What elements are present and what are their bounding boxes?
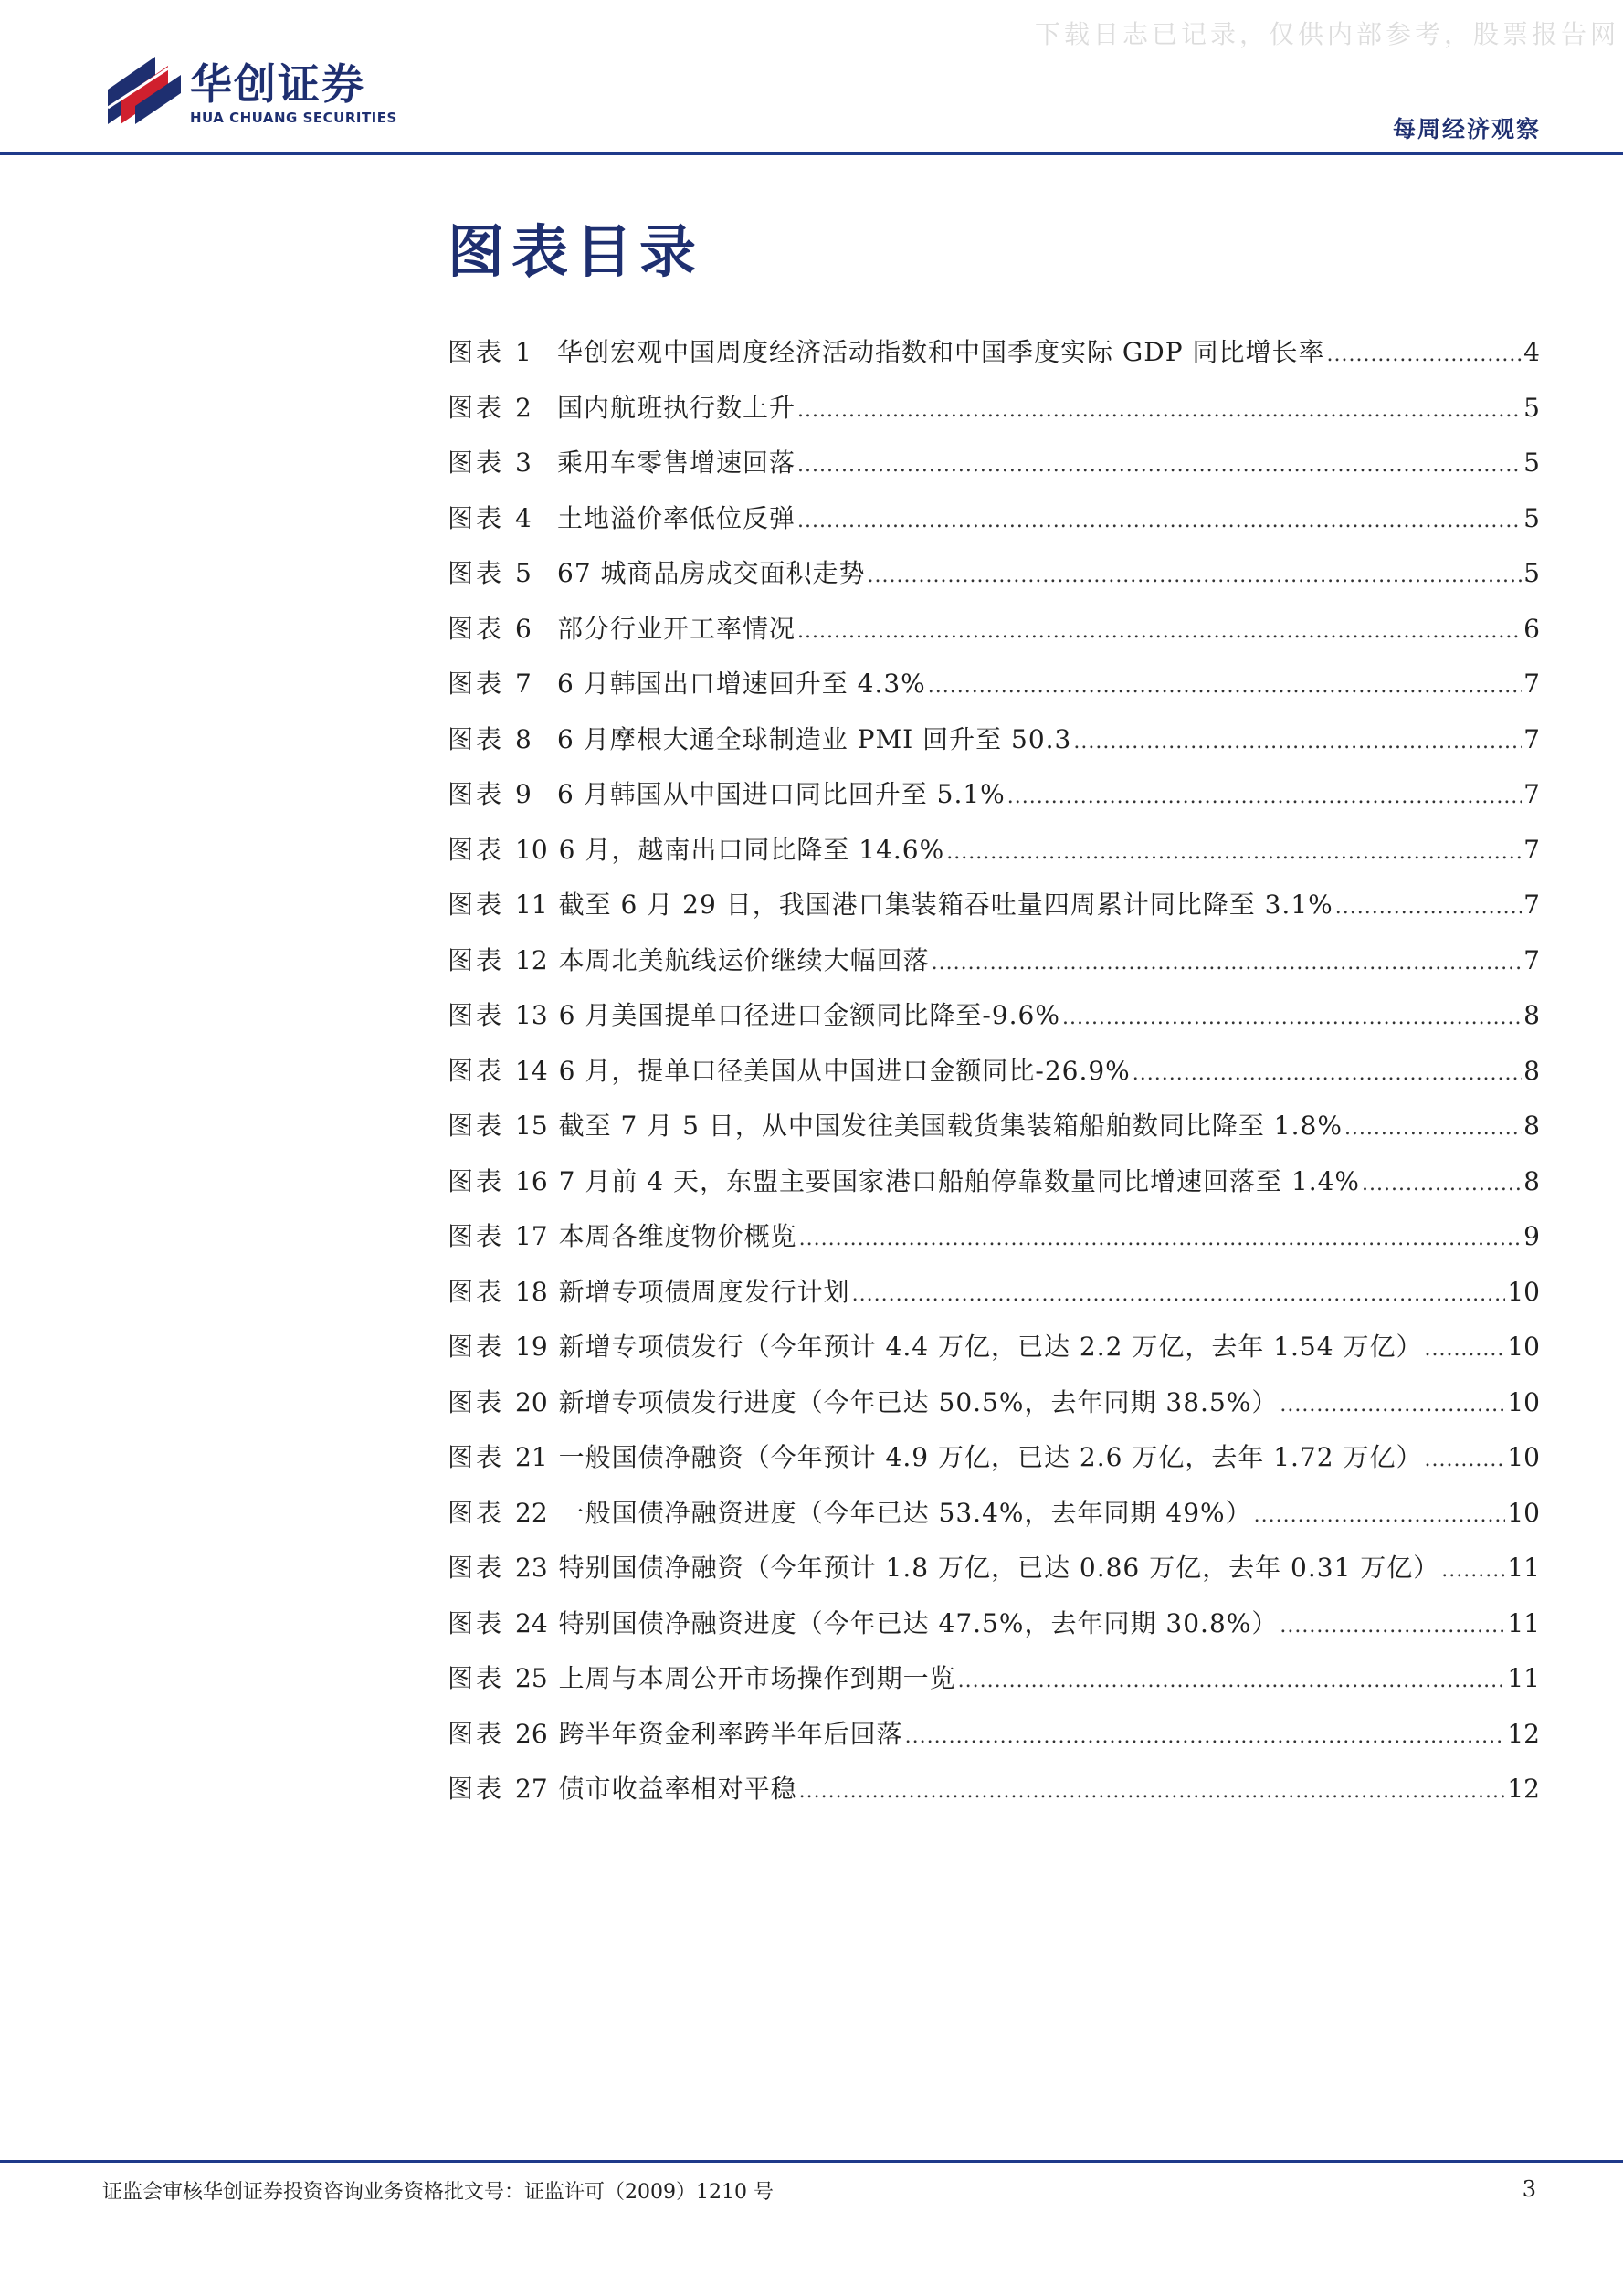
toc-entry-label: 图表 <box>448 1276 505 1307</box>
toc-entry-title: 6 月美国提单口径进口金额同比降至-9.6% <box>558 1000 1060 1030</box>
toc-entry-page: 11 <box>1507 1607 1540 1638</box>
toc-entry[interactable] <box>448 887 1540 943</box>
toc-entry-number: 24 <box>515 1607 548 1638</box>
toc-entry-number: 13 <box>515 1000 548 1030</box>
toc-entry[interactable] <box>448 1164 1540 1219</box>
toc-leader-dots <box>1424 1332 1505 1368</box>
logo-chinese-name: 华创证券 <box>190 59 365 109</box>
toc-entry-number: 4 <box>515 502 532 533</box>
toc-entry-page: 7 <box>1523 669 1540 699</box>
toc-entry-number: 17 <box>515 1221 548 1251</box>
toc-entry[interactable] <box>448 1660 1540 1716</box>
toc-entry-label: 图表 <box>448 669 505 699</box>
toc-entry-label: 图表 <box>448 779 505 809</box>
toc-entry-page: 12 <box>1507 1774 1540 1804</box>
toc-leader-dots <box>852 1277 1506 1313</box>
toc-entry-number: 18 <box>515 1276 548 1307</box>
toc-entry-title: 部分行业开工率情况 <box>557 613 796 644</box>
toc-entry-label: 图表 <box>448 944 505 975</box>
toc-entry-page: 7 <box>1523 779 1540 809</box>
toc-entry-title: 特别国债净融资进度（今年已达 47.5%，去年同期 30.8%） <box>558 1607 1279 1638</box>
toc-entry-number: 8 <box>515 723 532 754</box>
toc-leader-dots <box>799 1221 1523 1258</box>
toc-entry-page: 8 <box>1523 1055 1540 1086</box>
toc-entry[interactable] <box>448 1439 1540 1495</box>
toc-entry[interactable] <box>448 611 1540 667</box>
toc-entry-number: 25 <box>515 1663 548 1693</box>
toc-leader-dots <box>797 393 1522 429</box>
toc-entry-page: 8 <box>1523 1165 1540 1196</box>
toc-entry-title: 67 城商品房成交面积走势 <box>557 558 866 588</box>
toc-entry-number: 16 <box>515 1165 548 1196</box>
toc-entry[interactable] <box>448 666 1540 721</box>
toc-entry-label: 图表 <box>448 1055 505 1086</box>
toc-entry-number: 7 <box>515 669 532 699</box>
toc-entry-page: 12 <box>1507 1718 1540 1749</box>
toc-entry-label: 图表 <box>448 1774 505 1804</box>
toc-entry-label: 图表 <box>448 502 505 533</box>
toc-entry-title: 新增专项债发行进度（今年已达 50.5%，去年同期 38.5%） <box>558 1386 1279 1417</box>
toc-leader-dots <box>1441 1553 1505 1589</box>
toc-leader-dots <box>797 448 1522 484</box>
toc-entry[interactable] <box>448 1108 1540 1164</box>
toc-leader-dots <box>958 1663 1506 1700</box>
toc-entry-page: 5 <box>1523 558 1540 588</box>
toc-entry-label: 图表 <box>448 723 505 754</box>
toc-entry-label: 图表 <box>448 1718 505 1749</box>
toc-entry-title: 截至 6 月 29 日，我国港口集装箱吞吐量四周累计同比降至 3.1% <box>558 890 1333 920</box>
toc-entry-page: 10 <box>1507 1497 1540 1528</box>
toc-leader-dots <box>1062 1000 1522 1037</box>
toc-entry-page: 10 <box>1507 1332 1540 1362</box>
footer-page-number: 3 <box>1522 2176 1536 2202</box>
toc-entry-title: 华创宏观中国周度经济活动指数和中国季度实际 GDP 同比增长率 <box>557 337 1325 367</box>
toc-entry-label: 图表 <box>448 1221 505 1251</box>
toc-leader-dots <box>932 945 1523 982</box>
toc-entry-number: 27 <box>515 1774 548 1804</box>
toc-entry[interactable] <box>448 500 1540 556</box>
toc-entry-number: 20 <box>515 1386 548 1417</box>
toc-leader-dots <box>928 669 1522 705</box>
toc-entry-number: 11 <box>515 890 548 920</box>
toc-entry-title: 6 月摩根大通全球制造业 PMI 回升至 50.3 <box>557 723 1072 754</box>
toc-entry-page: 7 <box>1523 723 1540 754</box>
logo-english-name: HUA CHUANG SECURITIES <box>190 110 397 126</box>
toc-entry-number: 3 <box>515 448 532 478</box>
toc-entry-title: 上周与本周公开市场操作到期一览 <box>558 1663 956 1693</box>
toc-entry[interactable] <box>448 776 1540 832</box>
toc-leader-dots <box>797 503 1522 540</box>
toc-entry-title: 一般国债净融资（今年预计 4.9 万亿，已达 2.6 万亿，去年 1.72 万亿） <box>558 1442 1423 1472</box>
toc-entry-page: 10 <box>1507 1442 1540 1472</box>
toc-entry-label: 图表 <box>448 337 505 367</box>
toc-entry-title: 乘用车零售增速回落 <box>557 448 796 478</box>
toc-leader-dots <box>799 1774 1506 1810</box>
toc-entry-page: 7 <box>1523 944 1540 975</box>
toc-entry-number: 2 <box>515 392 532 423</box>
toc-entry-label: 图表 <box>448 448 505 478</box>
toc-entry-number: 5 <box>515 558 532 588</box>
toc-leader-dots <box>946 835 1522 871</box>
footer-license-text: 证监会审核华创证券投资咨询业务资格批文号：证监许可（2009）1210 号 <box>102 2181 774 2204</box>
toc-leader-dots <box>1344 1111 1522 1147</box>
toc-leader-dots <box>905 1719 1506 1755</box>
toc-entry-number: 23 <box>515 1553 548 1583</box>
toc-entry[interactable] <box>448 445 1540 500</box>
toc-entry[interactable] <box>448 1329 1540 1385</box>
toc-entry-page: 5 <box>1523 448 1540 478</box>
figure-table-of-contents <box>448 334 1540 1827</box>
toc-leader-dots <box>868 558 1523 595</box>
toc-leader-dots <box>1362 1166 1522 1203</box>
toc-leader-dots <box>1133 1056 1522 1092</box>
toc-entry-page: 11 <box>1507 1663 1540 1693</box>
toc-entry-title: 6 月韩国出口增速回升至 4.3% <box>557 669 926 699</box>
toc-entry-label: 图表 <box>448 1442 505 1472</box>
toc-entry[interactable] <box>448 1218 1540 1274</box>
toc-entry-page: 5 <box>1523 392 1540 423</box>
toc-entry-number: 15 <box>515 1111 548 1141</box>
toc-entry-label: 图表 <box>448 1332 505 1362</box>
toc-entry-title: 本周北美航线运价继续大幅回落 <box>558 944 930 975</box>
toc-entry-title: 债市收益率相对平稳 <box>558 1774 797 1804</box>
toc-entry-title: 新增专项债周度发行计划 <box>558 1276 850 1307</box>
toc-entry[interactable] <box>448 943 1540 998</box>
toc-entry-label: 图表 <box>448 392 505 423</box>
toc-entry-label: 图表 <box>448 1497 505 1528</box>
toc-entry[interactable] <box>448 1495 1540 1551</box>
toc-entry-title: 土地溢价率低位反弹 <box>557 502 796 533</box>
toc-entry-label: 图表 <box>448 834 505 865</box>
toc-entry-title: 新增专项债发行（今年预计 4.4 万亿，已达 2.2 万亿，去年 1.54 万亿） <box>558 1332 1423 1362</box>
toc-entry-title: 7 月前 4 天，东盟主要国家港口船舶停靠数量同比增速回落至 1.4% <box>558 1165 1361 1196</box>
toc-entry-title: 6 月，提单口径美国从中国进口金额同比-26.9% <box>558 1055 1131 1086</box>
toc-entry-page: 4 <box>1523 337 1540 367</box>
report-series-title: 每周经济观察 <box>1392 116 1541 142</box>
toc-entry-page: 9 <box>1523 1221 1540 1251</box>
toc-entry-label: 图表 <box>448 1165 505 1196</box>
toc-entry-page: 11 <box>1507 1553 1540 1583</box>
toc-entry[interactable] <box>448 1606 1540 1661</box>
footer-divider <box>0 2160 1623 2163</box>
logo-mark-icon <box>104 53 183 126</box>
toc-entry-page: 10 <box>1507 1386 1540 1417</box>
toc-entry-page: 8 <box>1523 1111 1540 1141</box>
toc-entry[interactable] <box>448 1771 1540 1827</box>
toc-entry-label: 图表 <box>448 890 505 920</box>
toc-leader-dots <box>1007 779 1522 816</box>
toc-entry-page: 8 <box>1523 1000 1540 1030</box>
toc-leader-dots <box>1335 890 1522 926</box>
toc-entry-label: 图表 <box>448 1607 505 1638</box>
toc-entry-label: 图表 <box>448 1553 505 1583</box>
toc-entry[interactable] <box>448 1274 1540 1330</box>
toc-entry[interactable] <box>448 832 1540 888</box>
toc-entry-number: 12 <box>515 944 548 975</box>
toc-entry-title: 国内航班执行数上升 <box>557 392 796 423</box>
toc-entry-label: 图表 <box>448 1386 505 1417</box>
toc-entry-title: 特别国债净融资（今年预计 1.8 万亿，已达 0.86 万亿，去年 0.31 万亿） <box>558 1553 1440 1583</box>
toc-entry-label: 图表 <box>448 1111 505 1141</box>
toc-entry-number: 10 <box>515 834 548 865</box>
toc-entry[interactable] <box>448 334 1540 390</box>
toc-entry-number: 14 <box>515 1055 548 1086</box>
toc-entry[interactable] <box>448 721 1540 777</box>
toc-entry-page: 5 <box>1523 502 1540 533</box>
toc-entry-title: 截至 7 月 5 日，从中国发往美国载货集装箱船舶数同比降至 1.8% <box>558 1111 1343 1141</box>
toc-entry[interactable] <box>448 390 1540 446</box>
toc-entry[interactable] <box>448 997 1540 1053</box>
toc-entry-page: 6 <box>1523 613 1540 644</box>
toc-entry-title: 一般国债净融资进度（今年已达 53.4%，去年同期 49%） <box>558 1497 1252 1528</box>
toc-leader-dots <box>1280 1387 1505 1424</box>
toc-entry-number: 6 <box>515 613 532 644</box>
toc-entry-title: 6 月，越南出口同比降至 14.6% <box>558 834 945 865</box>
toc-entry-number: 1 <box>515 337 532 367</box>
toc-entry[interactable] <box>448 1716 1540 1772</box>
toc-entry-page: 7 <box>1523 890 1540 920</box>
header-divider <box>0 152 1623 155</box>
watermark: 下载日志已记录，仅供内部参考，股票报告网 <box>1034 19 1619 49</box>
page-title: 图表目录 <box>448 218 704 285</box>
toc-entry-page: 7 <box>1523 834 1540 865</box>
toc-entry-number: 9 <box>515 779 532 809</box>
toc-leader-dots <box>1073 724 1522 761</box>
toc-leader-dots <box>1280 1608 1505 1645</box>
toc-leader-dots <box>797 614 1522 650</box>
toc-entry-number: 21 <box>515 1442 548 1472</box>
toc-entry-label: 图表 <box>448 1000 505 1030</box>
toc-entry[interactable] <box>448 1053 1540 1109</box>
toc-entry[interactable] <box>448 1550 1540 1606</box>
toc-entry-number: 22 <box>515 1497 548 1528</box>
company-logo <box>104 53 397 126</box>
toc-entry-title: 6 月韩国从中国进口同比回升至 5.1% <box>557 779 1006 809</box>
toc-leader-dots <box>1326 337 1522 374</box>
toc-entry-title: 本周各维度物价概览 <box>558 1221 797 1251</box>
toc-entry[interactable] <box>448 555 1540 611</box>
toc-entry-title: 跨半年资金利率跨半年后回落 <box>558 1718 903 1749</box>
toc-leader-dots <box>1254 1498 1506 1534</box>
toc-entry-label: 图表 <box>448 558 505 588</box>
toc-entry-label: 图表 <box>448 1663 505 1693</box>
toc-entry-label: 图表 <box>448 613 505 644</box>
toc-entry-number: 19 <box>515 1332 548 1362</box>
toc-leader-dots <box>1424 1442 1505 1479</box>
toc-entry-number: 26 <box>515 1718 548 1749</box>
toc-entry[interactable] <box>448 1385 1540 1440</box>
toc-entry-page: 10 <box>1507 1276 1540 1307</box>
